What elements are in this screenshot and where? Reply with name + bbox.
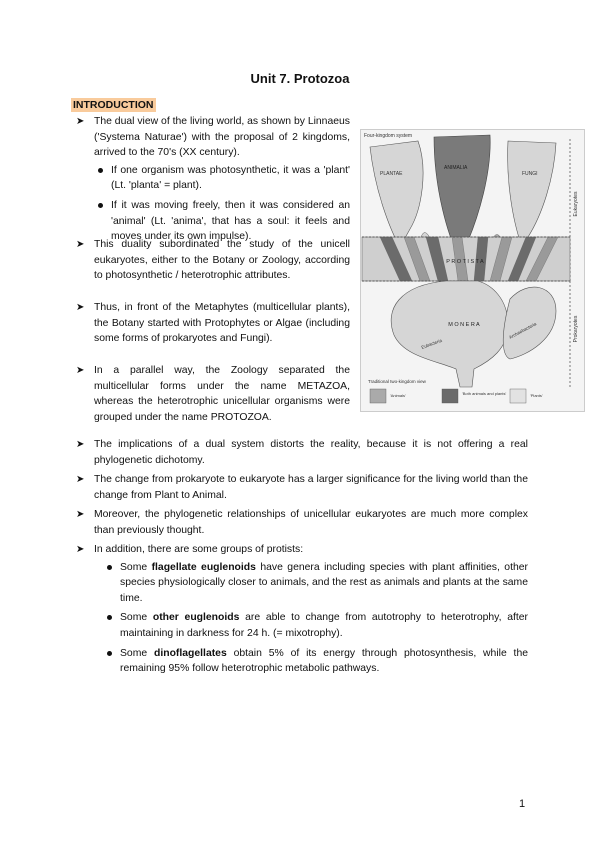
arrow-bullet-icon: ➤ — [76, 302, 85, 313]
list-item — [76, 114, 350, 249]
list-item — [76, 363, 350, 425]
sub-list-item: If one organism was photosynthetic, it was a 'plant' (Lt. 'planta' = plant). — [94, 163, 350, 194]
sub-list — [103, 560, 528, 677]
protista-label: P R O T I S T A — [446, 259, 484, 265]
section-heading: INTRODUCTION — [73, 99, 154, 111]
legend-title: Traditional two-kingdom view — [368, 379, 426, 384]
monera-label: M O N E R A — [448, 322, 480, 328]
bullet-text: In addition, there are some groups of protists: — [94, 544, 304, 555]
sub-list-item: Some flagellate euglenoids have genera including species with plant affinities, other species physiologically closer to animals, and the rest as animals and plants at the same time. — [103, 560, 528, 607]
arrow-bullet-icon: ➤ — [76, 474, 85, 485]
sub-list-item: Some dinoflagellates obtain 5% of its energy through photosynthesis, while the remaining 95% follow heterotrophic metabolic pathways. — [103, 646, 528, 677]
plantae-label: PLANTAE — [380, 171, 403, 177]
bullet-text: The change from prokaryote to eukaryote has a larger significance for the living world than the change from Plant to Animal. — [94, 474, 528, 501]
prokaryotes-label: Prokaryotes — [573, 315, 579, 343]
page-title: Unit 7. Protozoa — [250, 71, 350, 86]
kingdom-diagram-figure — [360, 129, 585, 412]
bullet-text: Moreover, the phylogenetic relationships of unicellular eukaryotes are much more complex than previously thought. — [94, 509, 528, 536]
eukaryotes-label: Eukaryotes — [573, 191, 579, 217]
page-number: 1 — [519, 798, 526, 810]
legend-swatch — [442, 389, 458, 403]
arrow-bullet-icon: ➤ — [76, 365, 85, 376]
bullet-text: The implications of a dual system distorts the reality, because it is not offering a real phylogenetic dichotomy. — [94, 439, 528, 466]
bullet-text: In a parallel way, the Zoology separated the multicellular forms under the name METAZOA, whereas the heterotrophic unicellular organisms were grouped under the name PROTOZOA. — [94, 365, 350, 423]
arrow-bullet-icon: ➤ — [76, 239, 85, 250]
sub-list-item: If it was moving freely, then it was considered an 'animal' (Lt. 'anima', that has a soul: it feels and moves under its own impulse). — [94, 198, 350, 245]
sub-list — [94, 163, 350, 245]
arrow-bullet-icon: ➤ — [76, 439, 85, 450]
list-item — [76, 237, 350, 284]
archaebacteria-label: Archaebacteria — [508, 321, 538, 340]
bullet-text: The dual view of the living world, as shown by Linnaeus ('Systema Naturae') with the proposal of 2 kingdoms, arrived to the 70's (XX century). — [94, 116, 350, 159]
animalia-label: ANIMALIA — [444, 165, 468, 171]
list-item — [76, 472, 528, 503]
legend-swatch — [370, 389, 386, 403]
legend-label: 'Animals' — [390, 393, 406, 398]
sub-list-item: Some other euglenoids are able to change from autotrophy to heterotrophy, after maintaining in darkness for 24 h. (= mixotrophy). — [103, 610, 528, 641]
legend-label: 'Plants' — [530, 393, 543, 398]
list-item — [76, 542, 528, 681]
figure-heading: Four-kingdom system — [364, 133, 413, 139]
arrow-bullet-icon: ➤ — [76, 544, 85, 555]
arrow-bullet-icon: ➤ — [76, 116, 85, 127]
bullet-text: This duality subordinated the study of the unicell eukaryotes, either to the Botany or Zoology, according to photosynthetic / heterotrophic attributes. — [94, 239, 350, 282]
list-item — [76, 437, 528, 468]
legend-swatch — [510, 389, 526, 403]
legend-label: 'Both animals and plants' — [462, 391, 507, 396]
eubacteria-label: Eubacteria — [420, 337, 443, 350]
bullet-text: Thus, in front of the Metaphytes (multicellular plants), the Botany started with Protophytes or Algae (including some forms of prokaryotes and Fungi). — [94, 302, 350, 345]
arrow-bullet-icon: ➤ — [76, 509, 85, 520]
list-item — [76, 507, 528, 538]
fungi-label: FUNGI — [522, 171, 538, 177]
list-item — [76, 300, 350, 347]
